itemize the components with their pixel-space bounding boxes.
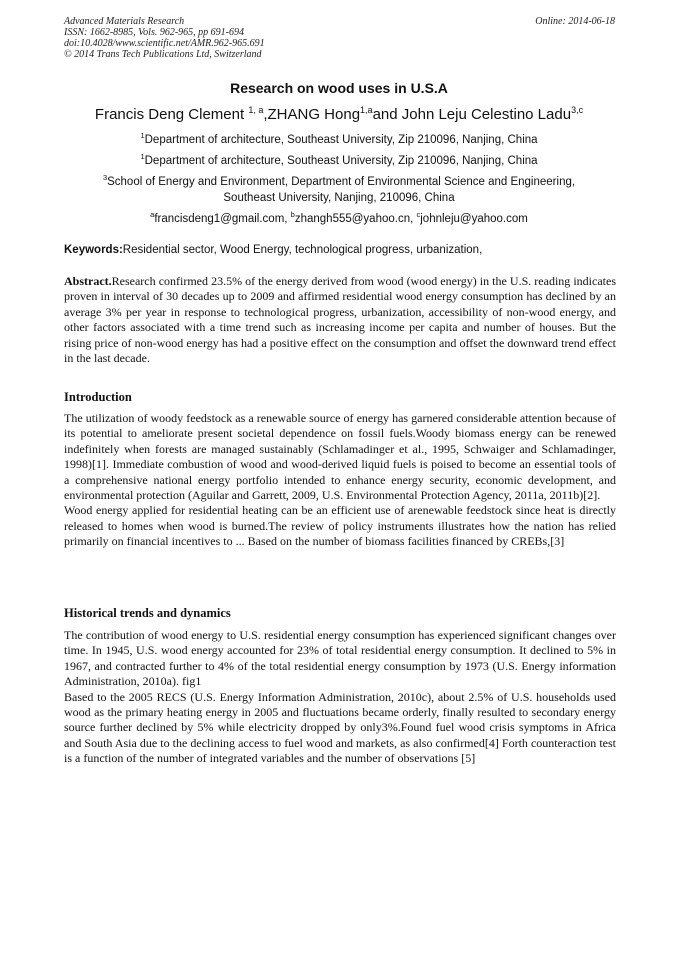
author-2-marker: 1,a [360, 105, 373, 115]
email-a[interactable]: francisdeng1@gmail.com, [154, 213, 291, 225]
email-a-marker: a [150, 210, 155, 219]
abstract-text: Research confirmed 23.5% of the energy derived from wood (wood energy) in the U.S. reading indicates proven in interval of 30 decades up to 2009 and affirmed residential wood energy consumption has declined by an average 3% per year in response to technological progress, urbanization, accessibility of non-wood energy, and other factors associated with a time trend such as increasing income per capita and number of houses. But the rising price of non-wood energy has had a positive effect on the consumption and offset the downward trend effect in the last decade. [64, 274, 616, 366]
history-heading: Historical trends and dynamics [64, 606, 231, 620]
email-c[interactable]: johnleju@yahoo.com [420, 213, 528, 225]
author-3-marker: 3,c [571, 105, 584, 115]
journal-name: Advanced Materials Research [64, 16, 185, 27]
affiliation-3-line-2: Southeast University, Nanjing, 210096, China [223, 192, 455, 204]
introduction-paragraph-1: The utilization of woody feedstock as a renewable source of energy has garnered considerable attention because of its potential to ameliorate present societal dependence on fossil fuels.Woody biomass energy can be renewed indefinitely when forests are managed sustainably (Schlamadinger et al., 1995, Schwaiger and Schlamadinger, 1998)[1]. Immediate combustion of wood and wood-derived liquid fuels is poised to become an essential tools of a comprehensive national energy portfolio intended to enhance energy security, economic development, and environmental protection (Aguilar and Garrett, 2009, U.S. Environmental Protection Agency, 2011a, 2011b)[2]. [64, 411, 616, 503]
abstract-label: Abstract. [64, 274, 112, 288]
introduction-paragraph-2: Wood energy applied for residential heating can be an efficient use of arenewable feedstock since heat is directly released to homes when wood is burned.The review of policy instruments illustrates how the nation has relied primarily on financial incentives to ... Based on the number of biomass facilities financed by CREBs,[3] [64, 503, 616, 549]
author-line [0, 106, 678, 123]
history-body [64, 628, 616, 767]
online-date: Online: 2014-06-18 [535, 16, 615, 27]
affiliation-1-marker: 1 [140, 131, 145, 140]
author-1: Francis Deng Clement [94, 106, 245, 123]
keywords-label: Keywords: [64, 244, 123, 256]
doi-line: doi:10.4028/www.scientific.net/AMR.962-965.691 [64, 38, 265, 49]
paper-title: Research on wood uses in U.S.A [230, 80, 448, 96]
history-paragraph-1: The contribution of wood energy to U.S. residential energy consumption has experienced significant changes over time. In 1945, U.S. wood energy accounted for 23% of total residential energy consumption. It declined to 5% in 1967, and contracted further to 4% of the total residential energy consumption by 1973 (U.S. Energy information Administration, 2010a). fig1 [64, 628, 616, 689]
affiliation-1-text: Department of architecture, Southeast University, Zip 210096, Nanjing, China [144, 134, 538, 146]
email-b[interactable]: zhangh555@yahoo.cn, [294, 213, 417, 225]
copyright-line: © 2014 Trans Tech Publications Ltd, Switzerland [64, 49, 262, 60]
introduction-heading: Introduction [64, 390, 132, 404]
abstract [64, 274, 616, 366]
journal-header [64, 16, 265, 60]
keywords-text: Residential sector, Wood Energy, technological progress, urbanization, [122, 244, 483, 256]
author-2: ,ZHANG Hong [263, 106, 361, 123]
email-c-marker: c [416, 210, 421, 219]
history-paragraph-2: Based to the 2005 RECS (U.S. Energy Information Administration, 2010c), about 2.5% of U.S. households used wood as the primary heating energy in 2005 and fluctuations became orderly, finally resulted to secondary energy source further declined by 5% while electricity dropped by only3%.Found fuel wood crisis symptoms in Africa and South Asia due to the declining access to fuel wood and markets, as also confirmed[4] Forth counteraction test is a function of the number of integrated variables and the number of observations [5] [64, 689, 616, 766]
introduction-body [64, 411, 616, 550]
author-1-marker: 1, a [248, 105, 264, 115]
affiliation-2 [0, 153, 678, 169]
issn-line: ISSN: 1662-8985, Vols. 962-965, pp 691-694 [64, 27, 244, 38]
affiliation-3-marker: 3 [102, 173, 108, 182]
keywords [64, 244, 616, 256]
affiliation-2-marker: 1 [140, 152, 145, 161]
affiliation-2-text: Department of architecture, Southeast University, Zip 210096, Nanjing, China [144, 155, 538, 167]
email-b-marker: b [290, 210, 295, 219]
email-line [0, 211, 678, 227]
affiliation-3-line-1: School of Energy and Environment, Department of Environmental Science and Engineering, [107, 176, 576, 188]
affiliation-1 [0, 132, 678, 148]
author-3: and John Leju Celestino Ladu [372, 106, 572, 123]
affiliation-3 [0, 174, 678, 206]
